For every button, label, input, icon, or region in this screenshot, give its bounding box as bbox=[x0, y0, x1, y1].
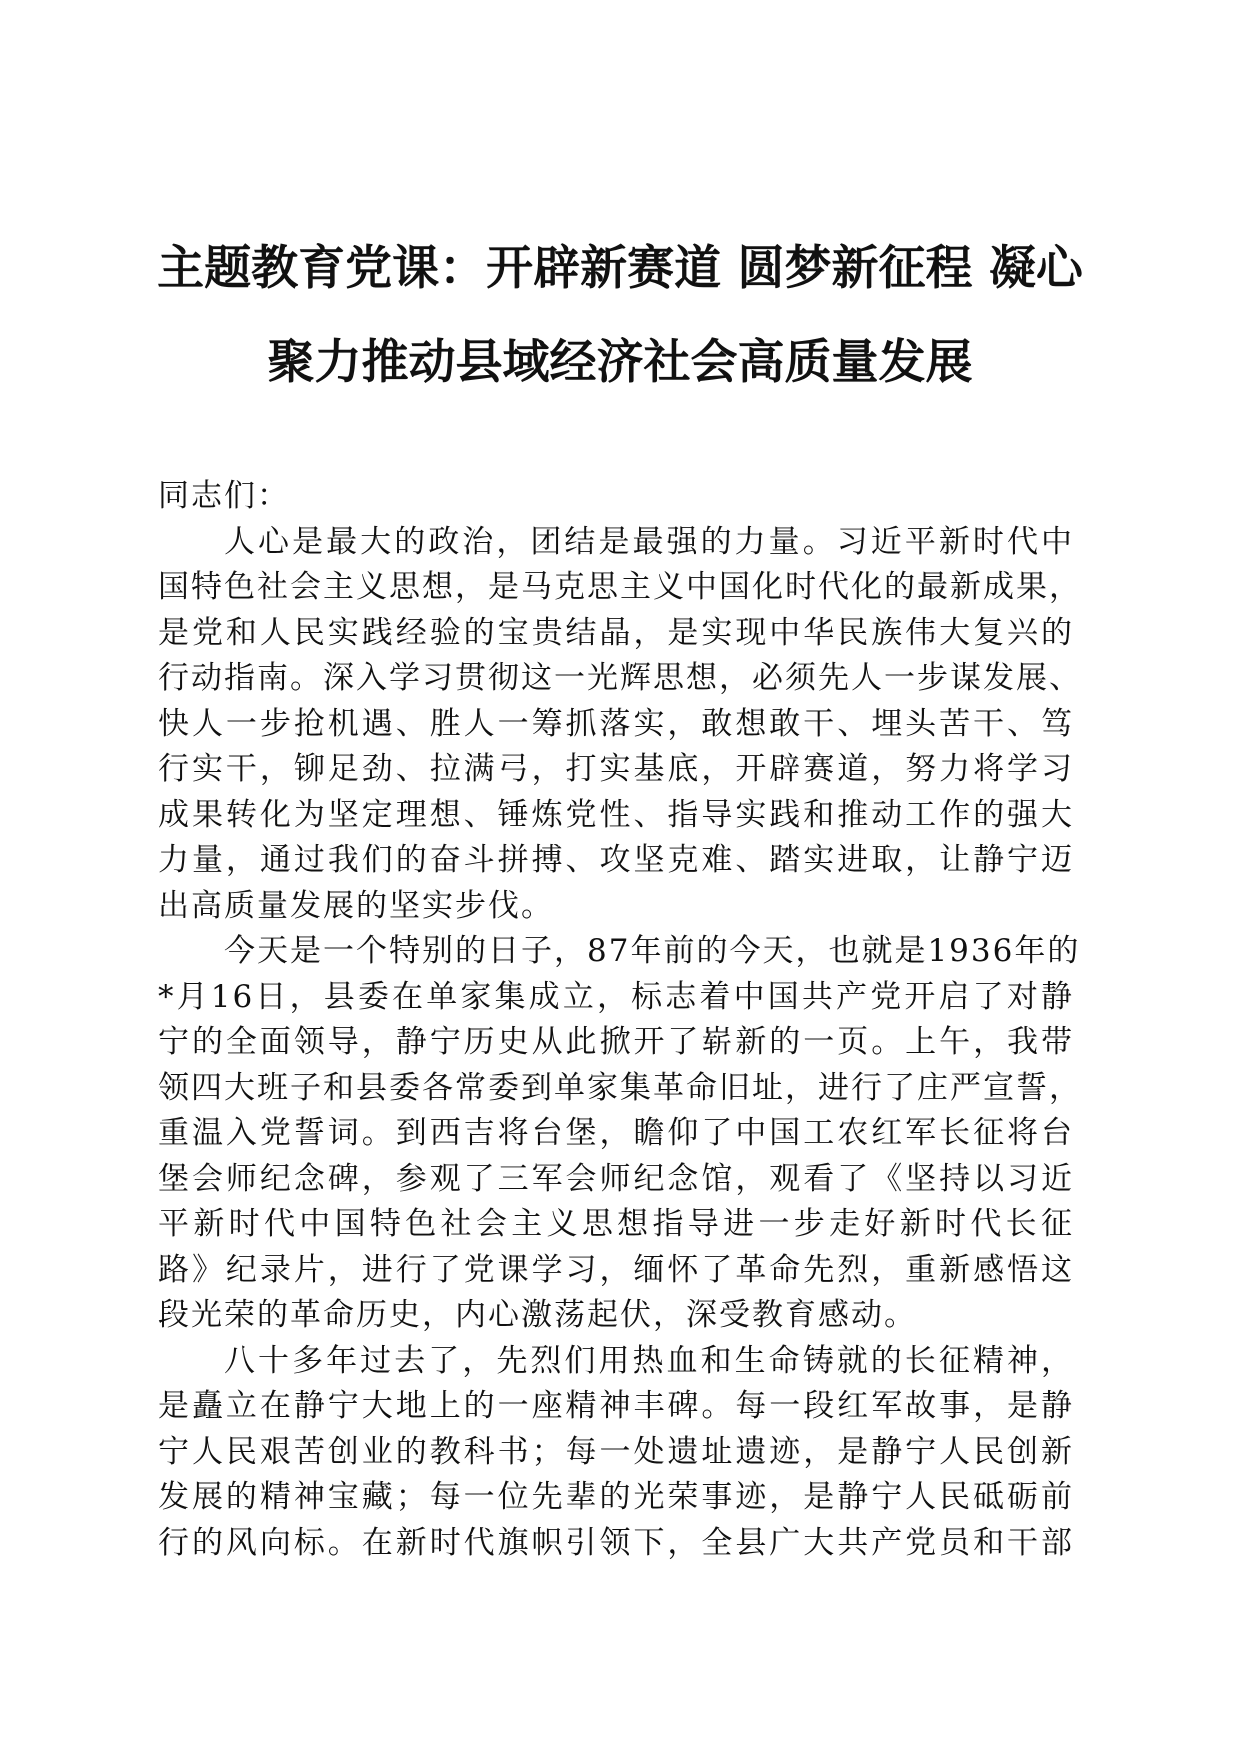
paragraph-line: 是党和人民实践经验的宝贵结晶，是实现中华民族伟大复兴的 bbox=[158, 614, 1074, 651]
title-line: 主题教育党课：开辟新赛道 圆梦新征程 凝心 bbox=[157, 241, 1083, 296]
paragraph-line: 出高质量发展的坚实步伐。 bbox=[158, 887, 554, 924]
paragraph-line: 领四大班子和县委各常委到单家集革命旧址，进行了庄严宣誓， bbox=[158, 1069, 1082, 1106]
paragraph-line: 堡会师纪念碑，参观了三军会师纪念馆，观看了《坚持以习近 bbox=[158, 1160, 1074, 1197]
paragraph-line: 平新时代中国特色社会主义思想指导进一步走好新时代长征 bbox=[158, 1206, 1074, 1242]
paragraph-line: 成果转化为坚定理想、锤炼党性、指导实践和推动工作的强大 bbox=[158, 796, 1074, 833]
paragraph-line: 行动指南。深入学习贯彻这一光辉思想，必须先人一步谋发展、 bbox=[158, 660, 1082, 696]
paragraph bbox=[158, 1339, 1074, 1567]
paragraph-line: 人心是最大的政治，团结是最强的力量。习近平新时代中 bbox=[224, 523, 1074, 560]
paragraph-line: 快人一步抢机遇、胜人一筹抓落实，敢想敢干、埋头苦干、笃 bbox=[158, 705, 1074, 742]
salutation: 同志们： bbox=[158, 478, 290, 514]
title-line: 聚力推动县域经济社会高质量发展 bbox=[267, 335, 973, 390]
paragraph-line: *月16日，县委在单家集成立，标志着中国共产党开启了对静 bbox=[158, 978, 1074, 1015]
paragraph-line: 宁的全面领导，静宁历史从此掀开了崭新的一页。上午，我带 bbox=[158, 1024, 1074, 1060]
paragraph bbox=[158, 929, 1082, 1339]
document-body bbox=[158, 474, 1082, 1566]
paragraph-line: 发展的精神宝藏；每一位先辈的光荣事迹，是静宁人民砥砺前 bbox=[158, 1479, 1074, 1515]
paragraph-line: 宁人民艰苦创业的教科书；每一处遗址遗迹，是静宁人民创新 bbox=[158, 1433, 1074, 1470]
paragraph-line: 八十多年过去了，先烈们用热血和生命铸就的长征精神， bbox=[224, 1342, 1074, 1379]
paragraph-line: 段光荣的革命历史，内心激荡起伏，深受教育感动。 bbox=[158, 1297, 917, 1333]
paragraph-line: 路》纪录片，进行了党课学习，缅怀了革命先烈，重新感悟这 bbox=[158, 1251, 1074, 1288]
document-title bbox=[140, 222, 1100, 410]
paragraph-line: 力量，通过我们的奋斗拼搏、攻坚克难、踏实进取，让静宁迈 bbox=[158, 842, 1074, 878]
paragraph-line: 行的风向标。在新时代旗帜引领下，全县广大共产党员和干部 bbox=[158, 1524, 1074, 1561]
paragraph-line: 是矗立在静宁大地上的一座精神丰碑。每一段红军故事，是静 bbox=[158, 1388, 1074, 1424]
paragraph-line: 国特色社会主义思想，是马克思主义中国化时代化的最新成果， bbox=[158, 569, 1082, 605]
paragraph-line: 重温入党誓词。到西吉将台堡，瞻仰了中国工农红军长征将台 bbox=[158, 1115, 1074, 1151]
paragraph bbox=[158, 520, 1082, 930]
paragraph-line: 行实干，铆足劲、拉满弓，打实基底，开辟赛道，努力将学习 bbox=[158, 751, 1074, 787]
paragraph-line: 今天是一个特别的日子，87年前的今天，也就是1936年的 bbox=[224, 933, 1081, 969]
